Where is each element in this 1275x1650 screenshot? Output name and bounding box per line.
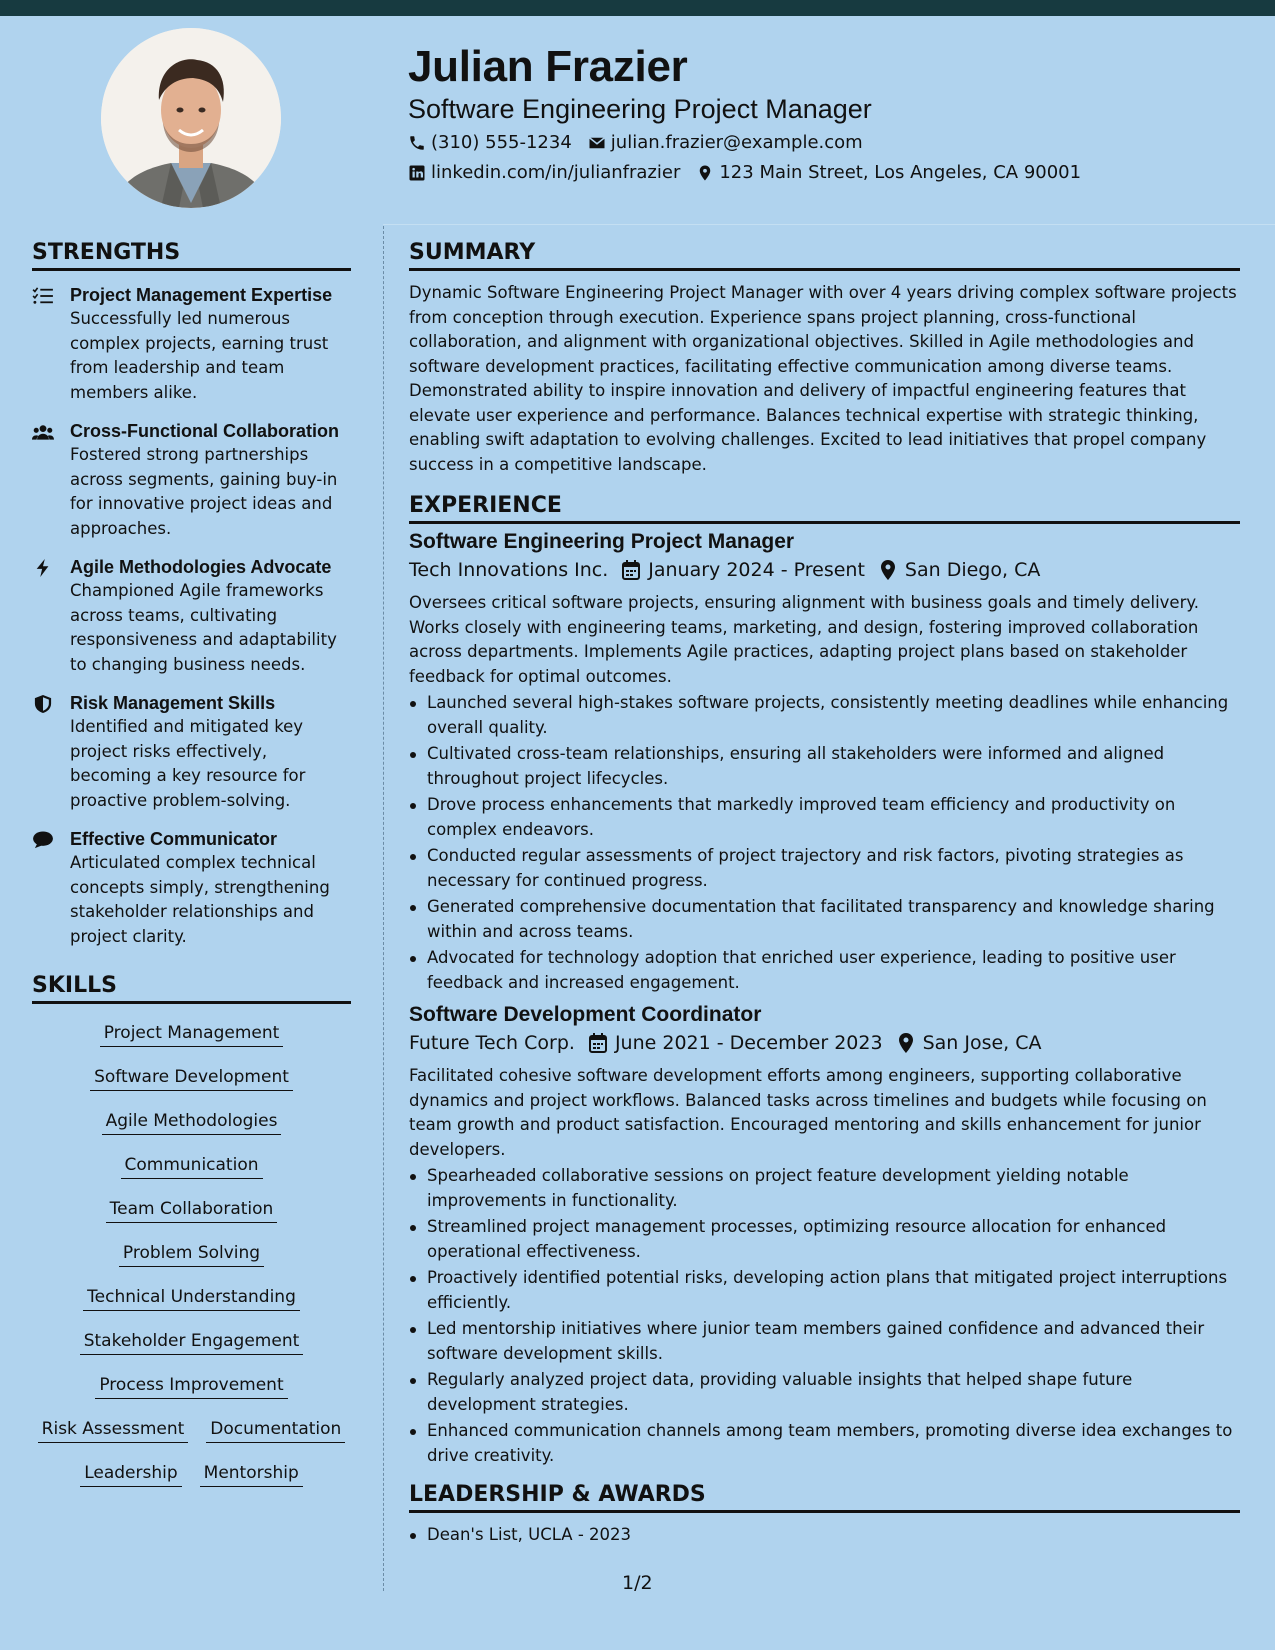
job-description: Facilitated cohesive software development efforts among engineers, supporting collaborative dynamics and project workflows. Balanced tasks across timelines and budgets while focusing on team growth and product satisfaction. Encouraged mentoring and skills enhancement for junior developers. bbox=[409, 1066, 1207, 1159]
profile-photo bbox=[101, 28, 281, 208]
skill-tag: Team Collaboration bbox=[106, 1198, 278, 1223]
map-pin-icon bbox=[696, 164, 714, 182]
job-company: Tech Innovations Inc. bbox=[409, 559, 609, 581]
contact-email bbox=[588, 132, 863, 153]
email-link[interactable]: julian.frazier@example.com bbox=[610, 132, 863, 153]
strength-title: Risk Management Skills bbox=[70, 693, 276, 713]
job-location: San Diego, CA bbox=[904, 559, 1041, 581]
skill-tag: Risk Assessment bbox=[38, 1418, 189, 1443]
contact-row-2 bbox=[408, 162, 1081, 183]
linkedin-link[interactable]: linkedin.com/in/julianfrazier bbox=[431, 162, 681, 183]
job-dates: January 2024 - Present bbox=[648, 559, 865, 581]
map-pin-icon bbox=[897, 1033, 915, 1053]
strength-item bbox=[32, 283, 351, 405]
calendar-icon bbox=[589, 1033, 607, 1053]
strength-desc: Championed Agile frameworks across teams, cultivating responsiveness and adaptability to changing business needs. bbox=[70, 581, 337, 674]
job-bullet: Advocated for technology adoption that enriched user experience, leading to positive user feedback and increased engagement. bbox=[409, 946, 1240, 995]
skill-tag: Project Management bbox=[100, 1022, 284, 1047]
contact-linkedin bbox=[408, 162, 680, 183]
list-check-icon bbox=[32, 287, 54, 305]
right-column bbox=[409, 240, 1240, 1550]
strength-title: Cross-Functional Collaboration bbox=[70, 421, 340, 441]
users-icon bbox=[32, 423, 54, 441]
map-pin-icon bbox=[879, 560, 897, 580]
skill-tag: Communication bbox=[121, 1154, 263, 1179]
strength-item bbox=[32, 691, 351, 813]
job-bullet: Cultivated cross-team relationships, ensuring all stakeholders were informed and aligned throughout project lifecycles. bbox=[409, 742, 1240, 791]
profile-photo-illustration bbox=[101, 28, 281, 208]
skill-tag: Agile Methodologies bbox=[102, 1110, 282, 1135]
candidate-name: Julian Frazier bbox=[408, 42, 688, 91]
shield-icon bbox=[32, 695, 54, 713]
skills-list bbox=[32, 1020, 351, 1487]
strength-title: Agile Methodologies Advocate bbox=[70, 557, 332, 577]
address-text: 123 Main Street, Los Angeles, CA 90001 bbox=[719, 162, 1082, 183]
left-column bbox=[32, 240, 351, 1487]
strength-title: Project Management Expertise bbox=[70, 285, 333, 305]
skill-tag: Documentation bbox=[206, 1418, 345, 1443]
job-bullet: Conducted regular assessments of project trajectory and risk factors, pivoting strategies as necessary for continued progress. bbox=[409, 844, 1240, 893]
linkedin-icon bbox=[408, 164, 426, 182]
strengths-heading: STRENGTHS bbox=[32, 240, 351, 271]
candidate-title: Software Engineering Project Manager bbox=[408, 94, 872, 124]
job-company: Future Tech Corp. bbox=[409, 1032, 575, 1054]
job-title: Software Development Coordinator bbox=[409, 1003, 762, 1026]
summary-text: Dynamic Software Engineering Project Manager with over 4 years driving complex software projects from conception through execution. Experience spans project planning, cross-functional collaboration, and alignment with organizational objectives. Skilled in Agile methodologies and software development practices, facilitating effective communication among diverse teams. Demonstrated ability to inspire innovation and delivery of impactful engineering features that elevate user experience and performance. Balances technical expertise with strategic thinking, enabling swift adaptation to evolving challenges. Excited to lead initiatives that propel company success in a competitive landscape. bbox=[409, 283, 1237, 474]
phone-icon bbox=[408, 134, 426, 152]
job-bullet: Drove process enhancements that markedly improved team efficiency and productivity on complex endeavors. bbox=[409, 793, 1240, 842]
job-title: Software Engineering Project Manager bbox=[409, 530, 795, 553]
job-bullets bbox=[409, 1164, 1240, 1468]
job-bullet: Streamlined project management processes, optimizing resource allocation for enhanced operational effectiveness. bbox=[409, 1215, 1240, 1264]
strength-title: Effective Communicator bbox=[70, 829, 278, 849]
envelope-icon bbox=[588, 134, 606, 152]
job-meta bbox=[409, 559, 1240, 581]
strength-desc: Fostered strong partnerships across segments, gaining buy-in for innovative project ideas and approaches. bbox=[70, 445, 338, 538]
column-divider bbox=[383, 226, 384, 1591]
bolt-icon bbox=[32, 559, 54, 577]
award-item: Dean's List, UCLA - 2023 bbox=[409, 1523, 1240, 1548]
strength-item bbox=[32, 419, 351, 541]
strength-item bbox=[32, 555, 351, 677]
contact-phone bbox=[408, 132, 572, 153]
job-entry bbox=[409, 530, 1240, 995]
job-bullet: Enhanced communication channels among team members, promoting diverse idea exchanges to drive creativity. bbox=[409, 1419, 1240, 1468]
header-divider bbox=[383, 224, 1275, 225]
skill-tag: Software Development bbox=[90, 1066, 293, 1091]
skills-heading: SKILLS bbox=[32, 973, 351, 1004]
page-number: 1/2 bbox=[622, 1572, 653, 1594]
experience-heading: EXPERIENCE bbox=[409, 493, 1240, 524]
skill-tag: Stakeholder Engagement bbox=[80, 1330, 304, 1355]
job-bullet: Led mentorship initiatives where junior team members gained confidence and advanced their software development skills. bbox=[409, 1317, 1240, 1366]
comment-icon bbox=[32, 831, 54, 849]
phone-text: (310) 555-1234 bbox=[431, 132, 572, 153]
skill-tag: Leadership bbox=[80, 1462, 181, 1487]
job-bullet: Generated comprehensive documentation that facilitated transparency and knowledge sharing within and across teams. bbox=[409, 895, 1240, 944]
job-dates: June 2021 - December 2023 bbox=[614, 1032, 883, 1054]
summary-heading: SUMMARY bbox=[409, 240, 1240, 271]
skill-tag: Problem Solving bbox=[119, 1242, 264, 1267]
job-description: Oversees critical software projects, ensuring alignment with business goals and timely delivery. Works closely with engineering teams, marketing, and design, fostering improved collaboration across departments. Implements Agile practices, adapting project plans based on stakeholder feedback for optimal outcomes. bbox=[409, 593, 1200, 686]
awards-list bbox=[409, 1523, 1240, 1548]
calendar-icon bbox=[622, 560, 640, 580]
strength-item bbox=[32, 827, 351, 949]
job-bullet: Proactively identified potential risks, developing action plans that mitigated project interruptions efficiently. bbox=[409, 1266, 1240, 1315]
strength-desc: Articulated complex technical concepts simply, strengthening stakeholder relationships and project clarity. bbox=[70, 853, 330, 946]
strength-desc: Successfully led numerous complex projects, earning trust from leadership and team members alike. bbox=[70, 309, 329, 402]
job-bullets bbox=[409, 691, 1240, 995]
skill-tag: Technical Understanding bbox=[83, 1286, 300, 1311]
skill-tag: Process Improvement bbox=[95, 1374, 287, 1399]
top-accent-bar bbox=[0, 0, 1275, 16]
job-bullet: Regularly analyzed project data, providing valuable insights that helped shape future development strategies. bbox=[409, 1368, 1240, 1417]
strength-desc: Identified and mitigated key project risks effectively, becoming a key resource for proactive problem-solving. bbox=[70, 717, 306, 810]
job-meta bbox=[409, 1032, 1240, 1054]
contact-address bbox=[696, 162, 1081, 183]
skill-tag: Mentorship bbox=[200, 1462, 303, 1487]
job-entry bbox=[409, 1003, 1240, 1468]
contact-row-1 bbox=[408, 132, 863, 153]
job-location: San Jose, CA bbox=[922, 1032, 1042, 1054]
job-bullet: Launched several high-stakes software projects, consistently meeting deadlines while enhancing overall quality. bbox=[409, 691, 1240, 740]
awards-heading: LEADERSHIP & AWARDS bbox=[409, 1482, 1240, 1513]
job-bullet: Spearheaded collaborative sessions on project feature development yielding notable improvements in functionality. bbox=[409, 1164, 1240, 1213]
